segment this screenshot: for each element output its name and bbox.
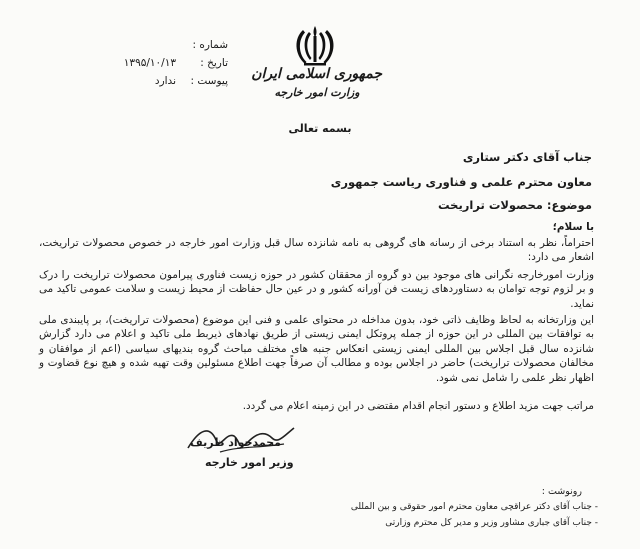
ministry-name: وزارت امور خارجه	[274, 86, 360, 99]
letter-meta	[78, 36, 228, 90]
date-label: تاریخ :	[200, 57, 228, 69]
signer-title: وزیر امور خارجه	[205, 456, 294, 469]
number-label: شماره :	[192, 39, 228, 51]
meta-attachment-row	[78, 72, 228, 90]
attachment-label: پیوست :	[190, 75, 228, 87]
cc-title: رونوشت :	[541, 486, 582, 497]
cc-item: - جناب آقای دکتر عراقچی معاون محترم امور حقوقی و بین المللی	[350, 502, 598, 512]
paragraph-3: این وزارتخانه به لحاظ وظایف ذاتی خود، بدون مداخله در محتوای علمی و فنی این موضوع (محصولات تراریخت)، بر پایبندی ملی به توافقات بین المللی در این حوزه از جمله پروتکل ایمنی زیستی از طریق نهادهای ذیربط ملی تاکید و اعلام می دارد گزارش شانزده سال قبل اجلاس بین المللی ایمنی زیستی انعکاس جنبه های مختلف مباحث گروه بندیهای سیاسی (اعم از موافقان و مخالفان محصولات تراریخت) حاضر در اجلاس بوده و مطالب آن صرفاً جهت اطلاع مسئولین وقت تهیه شده و هیچ نوع قضاوت و اظهار نظر علمی را شامل نمی شود.	[39, 314, 594, 384]
paragraph-1: احتراماً، نظر به استناد برخی از رسانه های گروهی به نامه شانزده سال قبل وزارت امور خارجه در خصوص محصولات تراریخت، اشعار می دارد:	[39, 237, 594, 264]
iran-emblem-icon	[290, 24, 340, 68]
signer-name: محمدجواد ظریف	[190, 436, 281, 449]
letter-subject: موضوع: محصولات تراریخت	[438, 198, 592, 212]
recipient-name: جناب آقای دکتر ستاری	[462, 150, 592, 164]
attachment-value: ندارد	[154, 75, 176, 87]
paragraph-2: وزارت امورخارجه نگرانی های موجود بین دو گروه از محققان کشور در حوزه زیست فناوری پیرامون محصولات تراریخت را درک و بر لزوم توجه توامان به دستاوردهای زیست فن آورانه کشور و در عین حال حفاظت از محیط زیست و سلامت عمومی تاکید می نماید.	[39, 269, 594, 310]
meta-number-row	[78, 36, 228, 54]
cc-item: - جناب آقای جباری مشاور وزیر و مدیر کل محترم وزارتی	[385, 518, 598, 528]
org-name: جمهوری اسلامی ایران	[251, 66, 382, 82]
greeting: با سلام؛	[552, 221, 594, 233]
paragraph-4: مراتب جهت مزید اطلاع و دستور انجام اقدام مقتضی در این زمینه اعلام می گردد.	[242, 400, 594, 412]
invocation: بسمه تعالی	[288, 122, 352, 135]
meta-date-row	[78, 54, 228, 72]
recipient-title: معاون محترم علمی و فناوری ریاست جمهوری	[330, 175, 592, 189]
date-value: ۱۳۹۵/۱۰/۱۳	[123, 57, 176, 69]
